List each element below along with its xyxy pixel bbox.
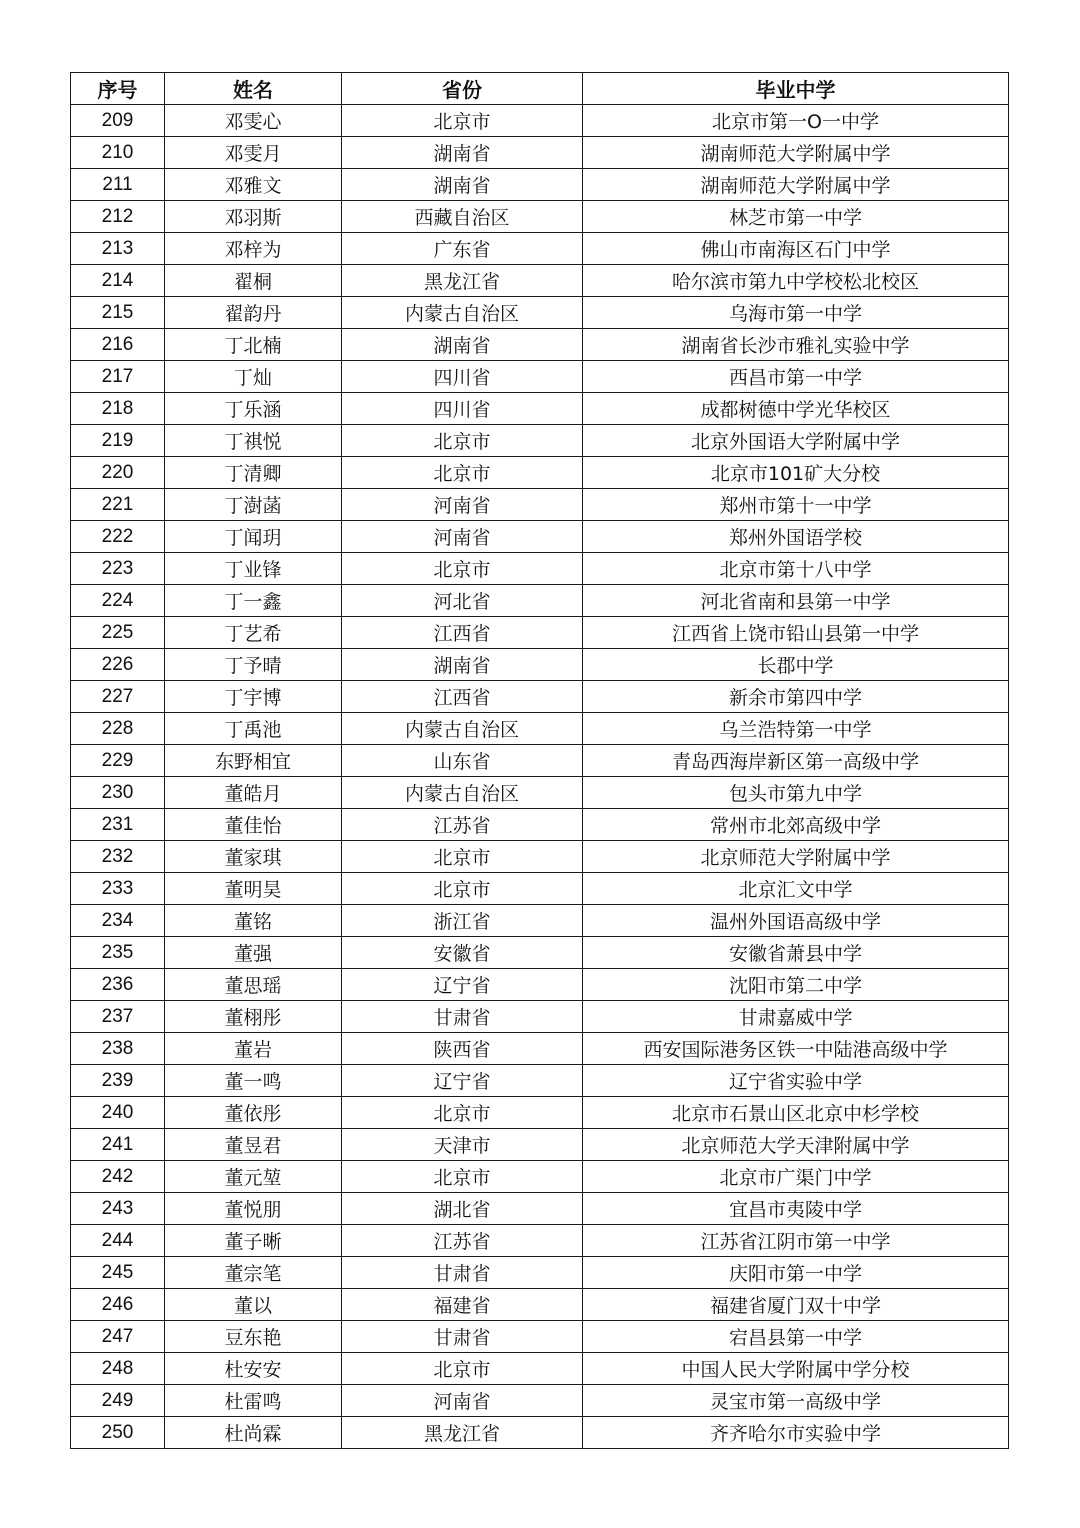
- name-cell: 杜安安: [165, 1353, 342, 1385]
- serial-number-cell: 242: [71, 1161, 165, 1193]
- high-school-cell: 哈尔滨市第九中学校松北校区: [583, 265, 1009, 297]
- province-cell: 内蒙古自治区: [342, 777, 583, 809]
- table-row: [71, 969, 1009, 1001]
- serial-number-cell: 224: [71, 585, 165, 617]
- header-high-school: 毕业中学: [583, 73, 1009, 105]
- table-row: [71, 265, 1009, 297]
- high-school-cell: 包头市第九中学: [583, 777, 1009, 809]
- table-row: [71, 649, 1009, 681]
- name-cell: 丁禹池: [165, 713, 342, 745]
- high-school-cell: 湖南师范大学附属中学: [583, 137, 1009, 169]
- name-cell: 丁祺悦: [165, 425, 342, 457]
- high-school-cell: 成都树德中学光华校区: [583, 393, 1009, 425]
- name-cell: 丁一鑫: [165, 585, 342, 617]
- province-cell: 浙江省: [342, 905, 583, 937]
- high-school-cell: 北京师范大学附属中学: [583, 841, 1009, 873]
- name-cell: 董子晰: [165, 1225, 342, 1257]
- high-school-cell: 北京市第一O一中学: [583, 105, 1009, 137]
- table-row: [71, 233, 1009, 265]
- province-cell: 北京市: [342, 105, 583, 137]
- high-school-cell: 北京市第十八中学: [583, 553, 1009, 585]
- table-row: [71, 937, 1009, 969]
- name-cell: 董强: [165, 937, 342, 969]
- high-school-cell: 新余市第四中学: [583, 681, 1009, 713]
- serial-number-cell: 223: [71, 553, 165, 585]
- name-cell: 东野相宜: [165, 745, 342, 777]
- name-cell: 丁乐涵: [165, 393, 342, 425]
- table-row: [71, 1257, 1009, 1289]
- serial-number-cell: 245: [71, 1257, 165, 1289]
- name-cell: 董悦朋: [165, 1193, 342, 1225]
- high-school-cell: 北京市101矿大分校: [583, 457, 1009, 489]
- high-school-cell: 齐齐哈尔市实验中学: [583, 1417, 1009, 1449]
- high-school-cell: 宜昌市夷陵中学: [583, 1193, 1009, 1225]
- high-school-cell: 甘肃嘉威中学: [583, 1001, 1009, 1033]
- name-cell: 邓羽斯: [165, 201, 342, 233]
- province-cell: 北京市: [342, 1097, 583, 1129]
- serial-number-cell: 212: [71, 201, 165, 233]
- table-row: [71, 297, 1009, 329]
- province-cell: 内蒙古自治区: [342, 297, 583, 329]
- serial-number-cell: 236: [71, 969, 165, 1001]
- high-school-cell: 辽宁省实验中学: [583, 1065, 1009, 1097]
- name-cell: 翟韵丹: [165, 297, 342, 329]
- name-cell: 董佳怡: [165, 809, 342, 841]
- table-row: [71, 1097, 1009, 1129]
- serial-number-cell: 220: [71, 457, 165, 489]
- high-school-cell: 西安国际港务区铁一中陆港高级中学: [583, 1033, 1009, 1065]
- province-cell: 陕西省: [342, 1033, 583, 1065]
- serial-number-cell: 240: [71, 1097, 165, 1129]
- name-cell: 邓雯心: [165, 105, 342, 137]
- high-school-cell: 中国人民大学附属中学分校: [583, 1353, 1009, 1385]
- serial-number-cell: 213: [71, 233, 165, 265]
- serial-number-cell: 248: [71, 1353, 165, 1385]
- table-row: [71, 425, 1009, 457]
- province-cell: 内蒙古自治区: [342, 713, 583, 745]
- province-cell: 甘肃省: [342, 1001, 583, 1033]
- province-cell: 山东省: [342, 745, 583, 777]
- name-cell: 杜尚霖: [165, 1417, 342, 1449]
- name-cell: 董以: [165, 1289, 342, 1321]
- table-row: [71, 809, 1009, 841]
- header-serial-number: 序号: [71, 73, 165, 105]
- table-header: [71, 73, 1009, 105]
- province-cell: 四川省: [342, 361, 583, 393]
- name-cell: 董明昊: [165, 873, 342, 905]
- name-cell: 董家琪: [165, 841, 342, 873]
- province-cell: 湖南省: [342, 649, 583, 681]
- province-cell: 北京市: [342, 457, 583, 489]
- high-school-cell: 青岛西海岸新区第一高级中学: [583, 745, 1009, 777]
- table-body: [71, 105, 1009, 1449]
- table-row: [71, 873, 1009, 905]
- table-row: [71, 201, 1009, 233]
- name-cell: 董栩彤: [165, 1001, 342, 1033]
- province-cell: 河南省: [342, 1385, 583, 1417]
- serial-number-cell: 209: [71, 105, 165, 137]
- high-school-cell: 江苏省江阴市第一中学: [583, 1225, 1009, 1257]
- name-cell: 邓雯月: [165, 137, 342, 169]
- high-school-cell: 北京市广渠门中学: [583, 1161, 1009, 1193]
- table-row: [71, 489, 1009, 521]
- name-cell: 丁艺希: [165, 617, 342, 649]
- table-row: [71, 841, 1009, 873]
- high-school-cell: 河北省南和县第一中学: [583, 585, 1009, 617]
- table-row: [71, 1385, 1009, 1417]
- province-cell: 江西省: [342, 617, 583, 649]
- province-cell: 北京市: [342, 841, 583, 873]
- serial-number-cell: 210: [71, 137, 165, 169]
- high-school-cell: 宕昌县第一中学: [583, 1321, 1009, 1353]
- province-cell: 天津市: [342, 1129, 583, 1161]
- serial-number-cell: 214: [71, 265, 165, 297]
- province-cell: 广东省: [342, 233, 583, 265]
- table-row: [71, 1353, 1009, 1385]
- header-row: [71, 73, 1009, 105]
- serial-number-cell: 238: [71, 1033, 165, 1065]
- table-row: [71, 169, 1009, 201]
- high-school-cell: 温州外国语高级中学: [583, 905, 1009, 937]
- province-cell: 湖南省: [342, 329, 583, 361]
- high-school-cell: 北京外国语大学附属中学: [583, 425, 1009, 457]
- serial-number-cell: 231: [71, 809, 165, 841]
- table-row: [71, 1161, 1009, 1193]
- name-cell: 董依彤: [165, 1097, 342, 1129]
- high-school-cell: 郑州市第十一中学: [583, 489, 1009, 521]
- high-school-cell: 灵宝市第一高级中学: [583, 1385, 1009, 1417]
- serial-number-cell: 241: [71, 1129, 165, 1161]
- name-cell: 董昱君: [165, 1129, 342, 1161]
- province-cell: 黑龙江省: [342, 265, 583, 297]
- province-cell: 湖北省: [342, 1193, 583, 1225]
- serial-number-cell: 226: [71, 649, 165, 681]
- serial-number-cell: 239: [71, 1065, 165, 1097]
- name-cell: 邓雅文: [165, 169, 342, 201]
- province-cell: 辽宁省: [342, 1065, 583, 1097]
- serial-number-cell: 221: [71, 489, 165, 521]
- table-row: [71, 777, 1009, 809]
- table-row: [71, 1001, 1009, 1033]
- province-cell: 北京市: [342, 1353, 583, 1385]
- high-school-cell: 佛山市南海区石门中学: [583, 233, 1009, 265]
- serial-number-cell: 227: [71, 681, 165, 713]
- table-row: [71, 713, 1009, 745]
- province-cell: 湖南省: [342, 137, 583, 169]
- province-cell: 黑龙江省: [342, 1417, 583, 1449]
- table-row: [71, 105, 1009, 137]
- serial-number-cell: 244: [71, 1225, 165, 1257]
- admission-list-table: [70, 72, 1009, 1449]
- serial-number-cell: 237: [71, 1001, 165, 1033]
- table-row: [71, 905, 1009, 937]
- name-cell: 董皓月: [165, 777, 342, 809]
- table-row: [71, 1065, 1009, 1097]
- name-cell: 董思瑶: [165, 969, 342, 1001]
- table-row: [71, 553, 1009, 585]
- name-cell: 董岩: [165, 1033, 342, 1065]
- name-cell: 丁宇博: [165, 681, 342, 713]
- high-school-cell: 长郡中学: [583, 649, 1009, 681]
- serial-number-cell: 243: [71, 1193, 165, 1225]
- high-school-cell: 安徽省萧县中学: [583, 937, 1009, 969]
- high-school-cell: 北京师范大学天津附属中学: [583, 1129, 1009, 1161]
- table-row: [71, 617, 1009, 649]
- province-cell: 辽宁省: [342, 969, 583, 1001]
- serial-number-cell: 234: [71, 905, 165, 937]
- header-name: 姓名: [165, 73, 342, 105]
- name-cell: 翟桐: [165, 265, 342, 297]
- table-row: [71, 1193, 1009, 1225]
- table-row: [71, 1417, 1009, 1449]
- name-cell: 丁业锋: [165, 553, 342, 585]
- high-school-cell: 郑州外国语学校: [583, 521, 1009, 553]
- table-row: [71, 1289, 1009, 1321]
- high-school-cell: 湖南师范大学附属中学: [583, 169, 1009, 201]
- serial-number-cell: 232: [71, 841, 165, 873]
- province-cell: 北京市: [342, 1161, 583, 1193]
- table-row: [71, 521, 1009, 553]
- serial-number-cell: 219: [71, 425, 165, 457]
- province-cell: 北京市: [342, 553, 583, 585]
- table-row: [71, 1033, 1009, 1065]
- province-cell: 江苏省: [342, 809, 583, 841]
- serial-number-cell: 217: [71, 361, 165, 393]
- serial-number-cell: 246: [71, 1289, 165, 1321]
- name-cell: 董铭: [165, 905, 342, 937]
- table-row: [71, 137, 1009, 169]
- high-school-cell: 林芝市第一中学: [583, 201, 1009, 233]
- high-school-cell: 沈阳市第二中学: [583, 969, 1009, 1001]
- province-cell: 湖南省: [342, 169, 583, 201]
- province-cell: 江苏省: [342, 1225, 583, 1257]
- table-row: [71, 457, 1009, 489]
- high-school-cell: 北京汇文中学: [583, 873, 1009, 905]
- name-cell: 丁清卿: [165, 457, 342, 489]
- high-school-cell: 乌海市第一中学: [583, 297, 1009, 329]
- serial-number-cell: 233: [71, 873, 165, 905]
- high-school-cell: 福建省厦门双十中学: [583, 1289, 1009, 1321]
- table-row: [71, 1321, 1009, 1353]
- serial-number-cell: 215: [71, 297, 165, 329]
- serial-number-cell: 235: [71, 937, 165, 969]
- province-cell: 北京市: [342, 425, 583, 457]
- serial-number-cell: 218: [71, 393, 165, 425]
- name-cell: 董元堃: [165, 1161, 342, 1193]
- name-cell: 丁北楠: [165, 329, 342, 361]
- name-cell: 杜雷鸣: [165, 1385, 342, 1417]
- table-row: [71, 1129, 1009, 1161]
- high-school-cell: 庆阳市第一中学: [583, 1257, 1009, 1289]
- province-cell: 河南省: [342, 521, 583, 553]
- name-cell: 丁灿: [165, 361, 342, 393]
- name-cell: 丁闻玥: [165, 521, 342, 553]
- table-row: [71, 585, 1009, 617]
- province-cell: 甘肃省: [342, 1257, 583, 1289]
- table-row: [71, 361, 1009, 393]
- high-school-cell: 湖南省长沙市雅礼实验中学: [583, 329, 1009, 361]
- table-row: [71, 745, 1009, 777]
- serial-number-cell: 247: [71, 1321, 165, 1353]
- high-school-cell: 江西省上饶市铅山县第一中学: [583, 617, 1009, 649]
- province-cell: 西藏自治区: [342, 201, 583, 233]
- serial-number-cell: 228: [71, 713, 165, 745]
- serial-number-cell: 225: [71, 617, 165, 649]
- name-cell: 丁澍菡: [165, 489, 342, 521]
- high-school-cell: 常州市北郊高级中学: [583, 809, 1009, 841]
- name-cell: 豆东艳: [165, 1321, 342, 1353]
- serial-number-cell: 230: [71, 777, 165, 809]
- table-row: [71, 329, 1009, 361]
- name-cell: 董一鸣: [165, 1065, 342, 1097]
- name-cell: 丁予晴: [165, 649, 342, 681]
- province-cell: 四川省: [342, 393, 583, 425]
- table-row: [71, 681, 1009, 713]
- province-cell: 甘肃省: [342, 1321, 583, 1353]
- name-cell: 董宗笔: [165, 1257, 342, 1289]
- province-cell: 河北省: [342, 585, 583, 617]
- province-cell: 安徽省: [342, 937, 583, 969]
- serial-number-cell: 250: [71, 1417, 165, 1449]
- serial-number-cell: 249: [71, 1385, 165, 1417]
- high-school-cell: 北京市石景山区北京中杉学校: [583, 1097, 1009, 1129]
- province-cell: 江西省: [342, 681, 583, 713]
- province-cell: 福建省: [342, 1289, 583, 1321]
- serial-number-cell: 216: [71, 329, 165, 361]
- serial-number-cell: 211: [71, 169, 165, 201]
- name-cell: 邓梓为: [165, 233, 342, 265]
- serial-number-cell: 222: [71, 521, 165, 553]
- province-cell: 北京市: [342, 873, 583, 905]
- high-school-cell: 西昌市第一中学: [583, 361, 1009, 393]
- table-row: [71, 1225, 1009, 1257]
- header-province: 省份: [342, 73, 583, 105]
- table-row: [71, 393, 1009, 425]
- high-school-cell: 乌兰浩特第一中学: [583, 713, 1009, 745]
- province-cell: 河南省: [342, 489, 583, 521]
- serial-number-cell: 229: [71, 745, 165, 777]
